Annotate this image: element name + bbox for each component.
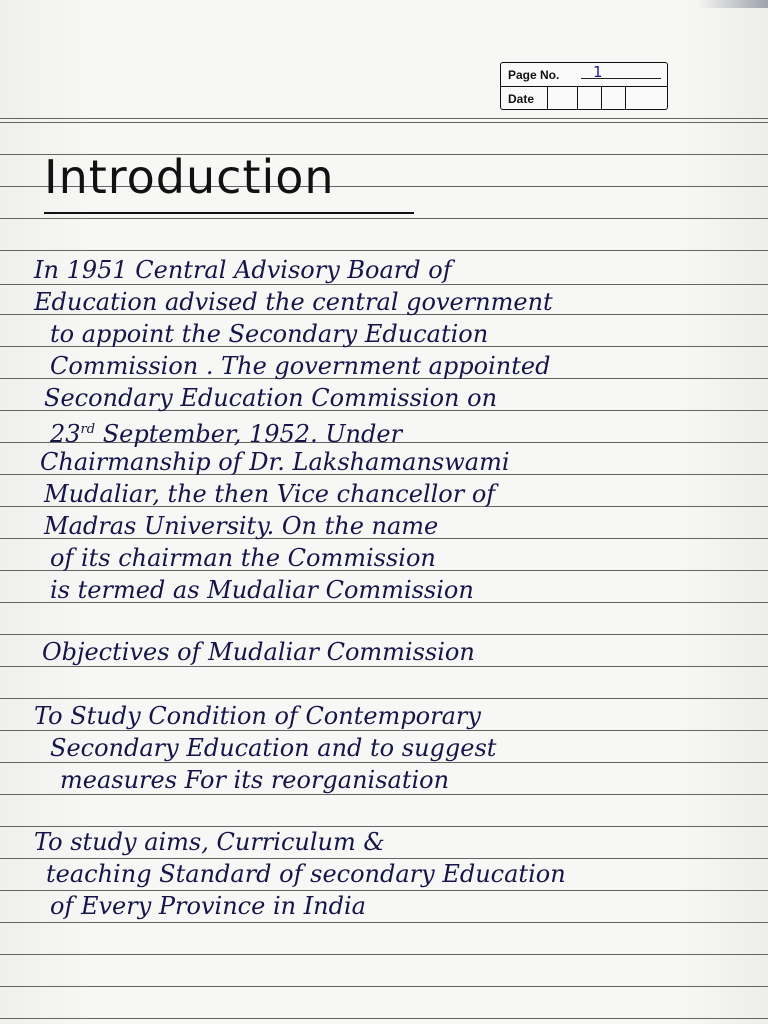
- page-title: Introduction: [44, 150, 335, 204]
- intro-line: Secondary Education Commission on: [44, 384, 498, 412]
- date-cell-divider: [577, 87, 578, 109]
- intro-line: Education advised the central government: [34, 288, 553, 316]
- ruled-line: [0, 118, 768, 119]
- intro-line: Chairmanship of Dr. Lakshamanswami: [40, 448, 510, 476]
- ruled-line: [0, 762, 768, 763]
- ruled-line: [0, 794, 768, 795]
- ruled-line: [0, 698, 768, 699]
- date-row: [501, 87, 667, 109]
- objective-2-line: of Every Province in India: [50, 892, 366, 920]
- ruled-line: [0, 250, 768, 251]
- intro-line-day: 23: [50, 420, 81, 448]
- page-number-label: Page No.: [508, 68, 560, 82]
- date-cell-divider: [601, 87, 602, 109]
- page-number-value: 1: [581, 63, 661, 79]
- page-corner-shadow: [698, 0, 768, 8]
- objective-1-line: To Study Condition of Contemporary: [34, 702, 481, 730]
- date-ordinal-suffix: rd: [80, 422, 96, 437]
- ruled-line: [0, 284, 768, 285]
- ruled-line: [0, 890, 768, 891]
- ruled-line: [0, 122, 768, 123]
- objective-2-line: To study aims, Curriculum &: [34, 828, 385, 856]
- objective-1-line: Secondary Education and to suggest: [50, 734, 497, 762]
- ruled-line: [0, 922, 768, 923]
- date-cell-divider: [547, 87, 548, 109]
- page-number-row: [501, 63, 667, 87]
- title-underline: [44, 212, 414, 214]
- ruled-line: [0, 826, 768, 827]
- ruled-line: [0, 730, 768, 731]
- intro-line: of its chairman the Commission: [50, 544, 436, 572]
- ruled-line: [0, 986, 768, 987]
- ruled-line: [0, 218, 768, 219]
- ruled-line: [0, 1018, 768, 1019]
- intro-line-rest: September, 1952. Under: [95, 420, 403, 448]
- intro-line: to appoint the Secondary Education: [50, 320, 489, 348]
- intro-line: In 1951 Central Advisory Board of: [34, 256, 452, 284]
- intro-line: Mudaliar, the then Vice chancellor of: [44, 480, 496, 508]
- objective-2-line: teaching Standard of secondary Education: [46, 860, 566, 888]
- intro-line: is termed as Mudaliar Commission: [50, 576, 474, 604]
- date-label: Date: [508, 92, 535, 106]
- intro-line: Madras University. On the name: [44, 512, 439, 540]
- objectives-heading: Objectives of Mudaliar Commission: [42, 638, 475, 666]
- intro-line: Commission . The government appointed: [50, 352, 551, 380]
- date-cell-divider: [625, 87, 626, 109]
- ruled-line: [0, 858, 768, 859]
- ruled-line: [0, 634, 768, 635]
- objective-1-line: measures For its reorganisation: [60, 766, 450, 794]
- ruled-line: [0, 954, 768, 955]
- ruled-line: [0, 666, 768, 667]
- intro-line-date: [50, 416, 402, 448]
- page-date-box: [500, 62, 668, 110]
